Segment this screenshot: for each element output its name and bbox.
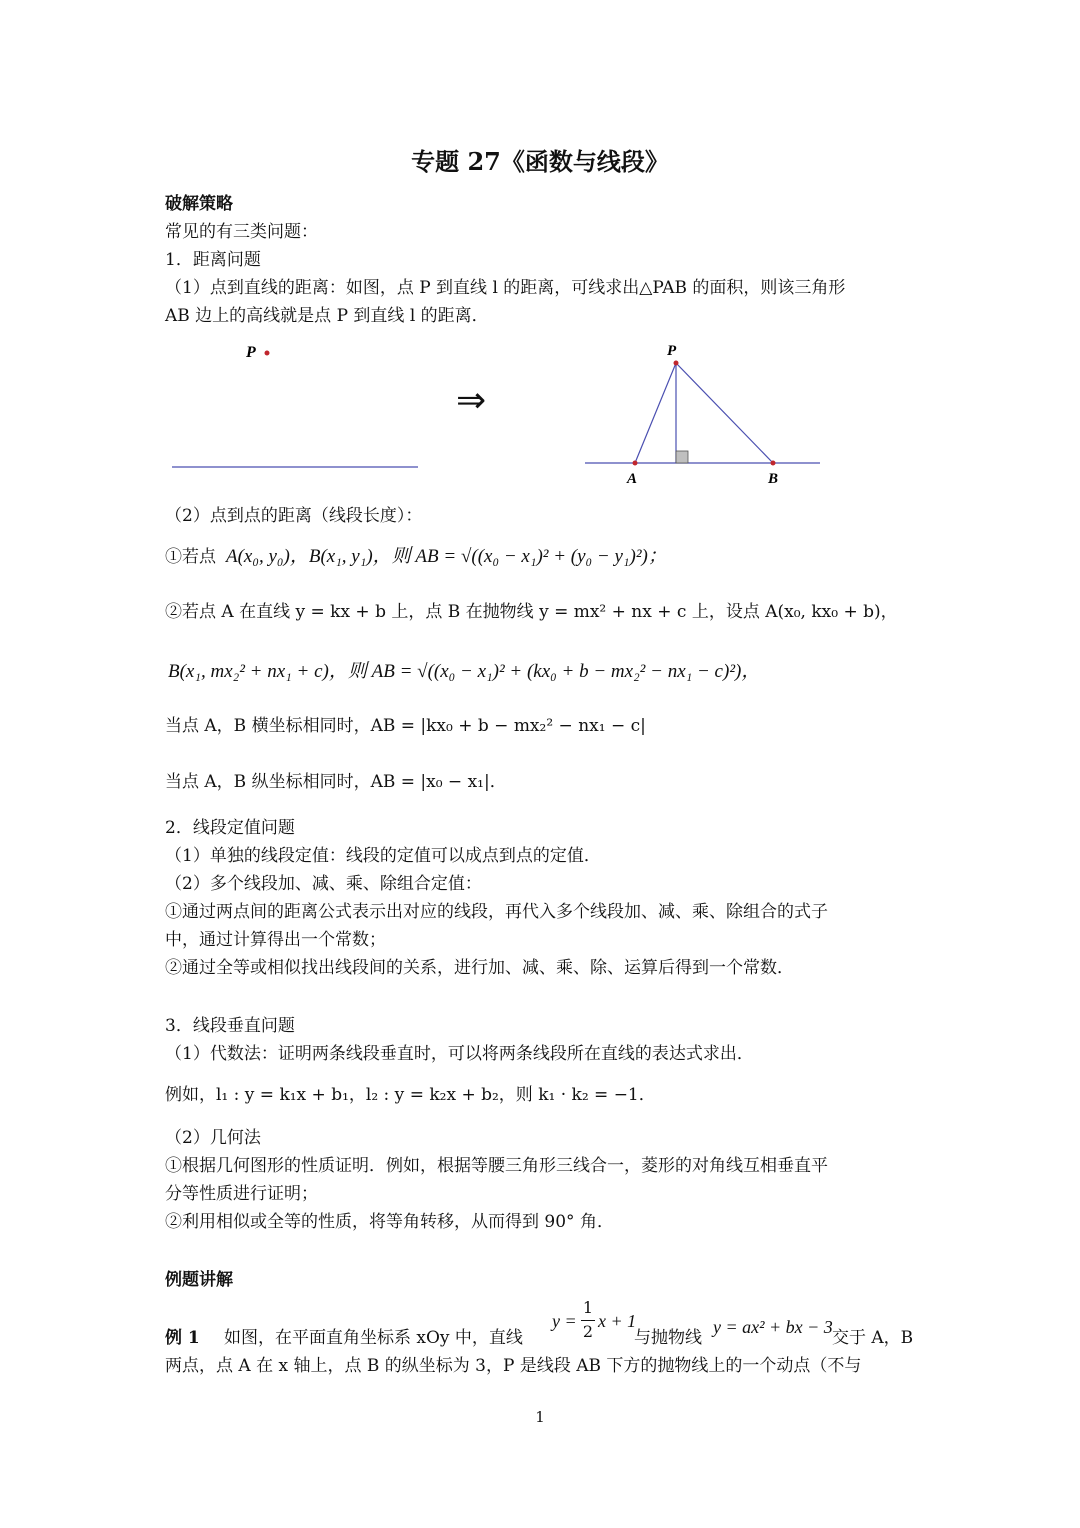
example1-line-lhs: y = [552, 1311, 577, 1331]
segment-pb [676, 363, 773, 463]
section2-title: 2．线段定值问题 [165, 818, 295, 838]
implies-arrow: ⇒ [456, 380, 487, 421]
heading-examples: 例题讲解 [165, 1270, 233, 1290]
formula4-text: 当点 A，B 横坐标相同时，AB = |kx₀ + b − mx₂² − nx₁ − c| [165, 716, 646, 736]
page-title: 专题 27《函数与线段》 [411, 147, 669, 176]
section3-line1: （1）代数法：证明两条线段垂直时，可以将两条线段所在直线的表达式求出． [165, 1044, 754, 1064]
example1-line2: 两点，点 A 在 x 轴上，点 B 的纵坐标为 3，P 是线段 AB 下方的抛物线上的一个动点（不与 [165, 1356, 862, 1376]
section1-paragraph1-line2: AB 边上的高线就是点 P 到直线 l 的距离． [165, 306, 489, 326]
section3-line3: （2）几何法 [165, 1128, 261, 1148]
section2-line3: ①通过两点间的距离公式表示出对应的线段，再代入多个线段加、减、乘、除组合的式子 [165, 902, 828, 922]
section3-line5: 分等性质进行证明； [165, 1184, 318, 1204]
example1-text-a: 如图，在平面直角坐标系 xOy 中，直线 [224, 1328, 523, 1348]
point-p [674, 361, 679, 366]
example1-frac-numerator: 1 [582, 1298, 594, 1317]
formula1-label: ①若点 [165, 547, 216, 567]
section3-title: 3．线段垂直问题 [165, 1016, 295, 1036]
intro-text: 常见的有三类问题： [165, 222, 318, 242]
example1-text-b: 与抛物线 [634, 1328, 702, 1348]
figure-label-p: P [667, 343, 677, 359]
point-b [771, 461, 776, 466]
heading-strategy: 破解策略 [165, 194, 233, 214]
example1-frac-denominator: 2 [582, 1322, 594, 1341]
example1-line-rhs: x + 1 [598, 1311, 637, 1331]
section3-line6: ②利用相似或全等的性质，将等角转移，从而得到 90° 角． [165, 1212, 614, 1232]
right-angle-mark [676, 451, 688, 463]
example1-frac-bar [581, 1320, 595, 1321]
segment-pa [635, 363, 676, 463]
formula5-text: 当点 A，B 纵坐标相同时，AB = |x₀ − x₁|． [165, 772, 507, 792]
section1-paragraph1-line1: （1）点到直线的距离：如图，点 P 到直线 l 的距离，可线求出△PAB 的面积，则该三角形 [165, 278, 846, 298]
formula2-text: ②若点 A 在直线 y = kx + b 上，点 B 在抛物线 y = mx² + nx + c 上，设点 A(x₀, kx₀ + b)， [165, 602, 898, 622]
formula3-math: B(x₁, mx₂² + nx₁ + c)，则 AB = √((x₀ − x₁)² + (kx₀ + b − mx₂² − nx₁ − c)²)， [168, 661, 761, 682]
point-p-left [265, 351, 270, 356]
figure-point-and-line [160, 335, 440, 485]
section2-line1: （1）单独的线段定值：线段的定值可以成点到点的定值． [165, 846, 601, 866]
section3-line2: 例如，l₁ : y = k₁x + b₁，l₂ : y = k₂x + b₂，则 k₁ · k₂ = −1． [165, 1085, 656, 1105]
point-a [633, 461, 638, 466]
example1-text-c: 交于 A，B [832, 1328, 914, 1348]
figure-label-p-left: P [246, 344, 256, 361]
section1-paragraph2: （2）点到点的距离（线段长度）： [165, 506, 423, 526]
section2-line4: 中，通过计算得出一个常数； [165, 930, 386, 950]
section1-title: 1．距离问题 [165, 250, 261, 270]
section3-line4: ①根据几何图形的性质证明．例如，根据等腰三角形三线合一，菱形的对角线互相垂直平 [165, 1156, 828, 1176]
example1-label: 例 1 [165, 1328, 200, 1348]
figure-label-b: B [768, 471, 779, 487]
figure-label-a: A [627, 471, 638, 487]
section2-line2: （2）多个线段加、减、乘、除组合定值： [165, 874, 482, 894]
example1-parabola: y = ax² + bx − 3 [713, 1317, 833, 1337]
section2-line5: ②通过全等或相似找出线段间的关系，进行加、减、乘、除、运算后得到一个常数． [165, 958, 794, 978]
figure-triangle-pab [580, 335, 825, 495]
page-number: 1 [535, 1408, 545, 1426]
formula1-math: A(x₀, y₀)，B(x₁, y₁)，则 AB = √((x₀ − x₁)² + (y₀ − y₁)²)； [226, 546, 667, 567]
